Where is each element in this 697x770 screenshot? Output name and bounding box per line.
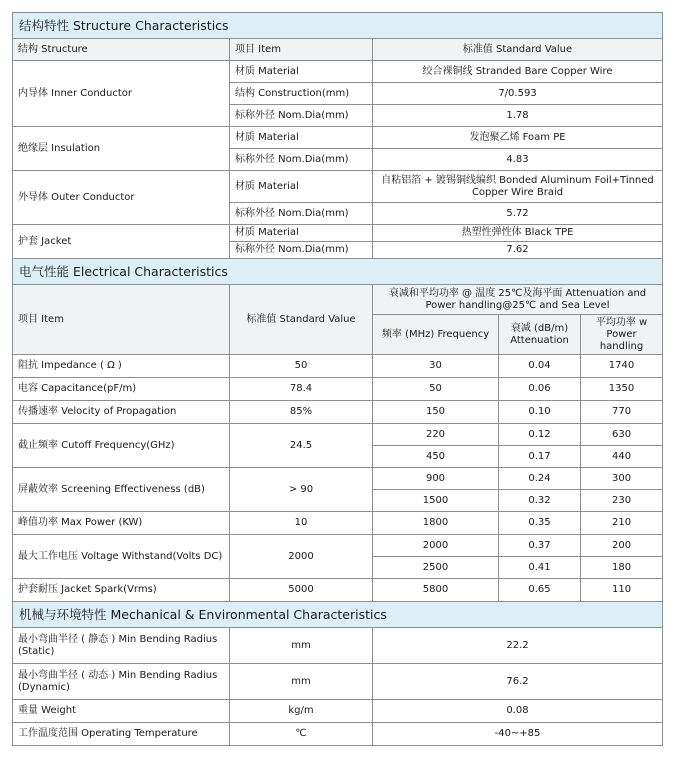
property-value: 10: [230, 512, 373, 535]
property-label: 工作温度范围 Operating Temperature: [13, 723, 230, 746]
frequency-cell: 2500: [373, 557, 499, 579]
item-label: 材质 Material: [230, 225, 373, 242]
property-value: > 90: [230, 468, 373, 512]
spec-table: [12, 12, 663, 746]
power-cell: 300: [581, 468, 663, 490]
attenuation-cell: 0.10: [499, 401, 581, 424]
property-label: 护套耐压 Jacket Spark(Vrms): [13, 579, 230, 602]
attenuation-cell: 0.04: [499, 355, 581, 378]
electrical-section-header: [13, 259, 663, 285]
jacket-label: 护套 Jacket: [13, 225, 230, 259]
table-row: [13, 512, 663, 535]
standard-value: 76.2: [373, 664, 663, 700]
attenuation-cell: 0.65: [499, 579, 581, 602]
standard-value: 绞合裸铜线 Stranded Bare Copper Wire: [373, 61, 663, 83]
frequency-cell: 150: [373, 401, 499, 424]
table-row: [13, 723, 663, 746]
table-row: [13, 424, 663, 446]
item-label: 标称外径 Nom.Dia(mm): [230, 203, 373, 225]
table-row: [13, 700, 663, 723]
table-row: [13, 579, 663, 602]
standard-value: 4.83: [373, 149, 663, 171]
table-row: [13, 628, 663, 664]
header-item: 项目 Item: [13, 285, 230, 355]
unit-cell: mm: [230, 664, 373, 700]
header-power-handling: 平均功率 w Power handling: [581, 315, 663, 355]
power-cell: 630: [581, 424, 663, 446]
frequency-cell: 1500: [373, 490, 499, 512]
structure-title: 结构特性 Structure Characteristics: [13, 13, 663, 39]
mechanical-section-header: [13, 602, 663, 628]
attenuation-cell: 0.32: [499, 490, 581, 512]
property-value: 2000: [230, 535, 373, 579]
power-cell: 210: [581, 512, 663, 535]
header-standard-value: 标准值 Standard Value: [230, 285, 373, 355]
insulation-label: 绝缘层 Insulation: [13, 127, 230, 171]
table-row: [13, 171, 663, 203]
power-cell: 1740: [581, 355, 663, 378]
power-cell: 200: [581, 535, 663, 557]
frequency-cell: 5800: [373, 579, 499, 602]
standard-value: 5.72: [373, 203, 663, 225]
item-label: 材质 Material: [230, 171, 373, 203]
frequency-cell: 50: [373, 378, 499, 401]
property-value: 5000: [230, 579, 373, 602]
property-label: 重量 Weight: [13, 700, 230, 723]
table-row: [13, 61, 663, 83]
outer-conductor-label: 外导体 Outer Conductor: [13, 171, 230, 225]
unit-cell: ℃: [230, 723, 373, 746]
property-label: 传播速率 Velocity of Propagation: [13, 401, 230, 424]
item-label: 材质 Material: [230, 127, 373, 149]
standard-value: 0.08: [373, 700, 663, 723]
standard-value: -40~+85: [373, 723, 663, 746]
property-label: 最小弯曲半径 ( 静态 ) Min Bending Radius (Static): [13, 628, 230, 664]
power-cell: 180: [581, 557, 663, 579]
table-row: [13, 378, 663, 401]
header-attenuation: 衰减 (dB/m) Attenuation: [499, 315, 581, 355]
table-row: [13, 401, 663, 424]
header-standard-value: 标准值 Standard Value: [373, 39, 663, 61]
item-label: 标称外径 Nom.Dia(mm): [230, 242, 373, 259]
power-cell: 1350: [581, 378, 663, 401]
standard-value: 自粘铝箔 + 镀锡铜线编织 Bonded Aluminum Foil+Tinned Copper Wire Braid: [373, 171, 663, 203]
table-row: [13, 127, 663, 149]
item-label: 标称外径 Nom.Dia(mm): [230, 149, 373, 171]
attenuation-cell: 0.24: [499, 468, 581, 490]
table-row: [13, 468, 663, 490]
property-value: 50: [230, 355, 373, 378]
standard-value: 22.2: [373, 628, 663, 664]
table-row: [13, 535, 663, 557]
unit-cell: mm: [230, 628, 373, 664]
item-label: 标称外径 Nom.Dia(mm): [230, 105, 373, 127]
property-label: 最小弯曲半径 ( 动态 ) Min Bending Radius (Dynamic): [13, 664, 230, 700]
item-label: 结构 Construction(mm): [230, 83, 373, 105]
item-label: 材质 Material: [230, 61, 373, 83]
attenuation-cell: 0.17: [499, 446, 581, 468]
power-cell: 440: [581, 446, 663, 468]
attenuation-cell: 0.35: [499, 512, 581, 535]
electrical-column-header: [13, 285, 663, 315]
attenuation-cell: 0.06: [499, 378, 581, 401]
standard-value: 7/0.593: [373, 83, 663, 105]
attenuation-cell: 0.12: [499, 424, 581, 446]
standard-value: 热塑性弹性体 Black TPE: [373, 225, 663, 242]
attenuation-cell: 0.37: [499, 535, 581, 557]
property-label: 电容 Capacitance(pF/m): [13, 378, 230, 401]
property-value: 24.5: [230, 424, 373, 468]
frequency-cell: 450: [373, 446, 499, 468]
property-value: 85%: [230, 401, 373, 424]
standard-value: 7.62: [373, 242, 663, 259]
frequency-cell: 900: [373, 468, 499, 490]
power-cell: 110: [581, 579, 663, 602]
property-label: 阻抗 Impedance ( Ω ): [13, 355, 230, 378]
standard-value: 1.78: [373, 105, 663, 127]
header-attenuation-group: 衰减和平均功率 @ 温度 25℃及海平面 Attenuation and Power handling@25℃ and Sea Level: [373, 285, 663, 315]
table-row: [13, 664, 663, 700]
header-item: 项目 Item: [230, 39, 373, 61]
power-cell: 230: [581, 490, 663, 512]
frequency-cell: 1800: [373, 512, 499, 535]
unit-cell: kg/m: [230, 700, 373, 723]
property-label: 最大工作电压 Voltage Withstand(Volts DC): [13, 535, 230, 579]
table-row: [13, 225, 663, 242]
mechanical-title: 机械与环境特性 Mechanical & Environmental Characteristics: [13, 602, 663, 628]
inner-conductor-label: 内导体 Inner Conductor: [13, 61, 230, 127]
spec-sheet: [12, 12, 662, 746]
standard-value: 发泡聚乙烯 Foam PE: [373, 127, 663, 149]
property-label: 峰值功率 Max Power (KW): [13, 512, 230, 535]
power-cell: 770: [581, 401, 663, 424]
header-structure: 结构 Structure: [13, 39, 230, 61]
property-value: 78.4: [230, 378, 373, 401]
frequency-cell: 220: [373, 424, 499, 446]
property-label: 屏蔽效率 Screening Effectiveness (dB): [13, 468, 230, 512]
attenuation-cell: 0.41: [499, 557, 581, 579]
header-frequency: 频率 (MHz) Frequency: [373, 315, 499, 355]
property-label: 截止频率 Cutoff Frequency(GHz): [13, 424, 230, 468]
structure-section-header: [13, 13, 663, 39]
frequency-cell: 2000: [373, 535, 499, 557]
table-row: [13, 355, 663, 378]
frequency-cell: 30: [373, 355, 499, 378]
electrical-title: 电气性能 Electrical Characteristics: [13, 259, 663, 285]
structure-column-header: [13, 39, 663, 61]
